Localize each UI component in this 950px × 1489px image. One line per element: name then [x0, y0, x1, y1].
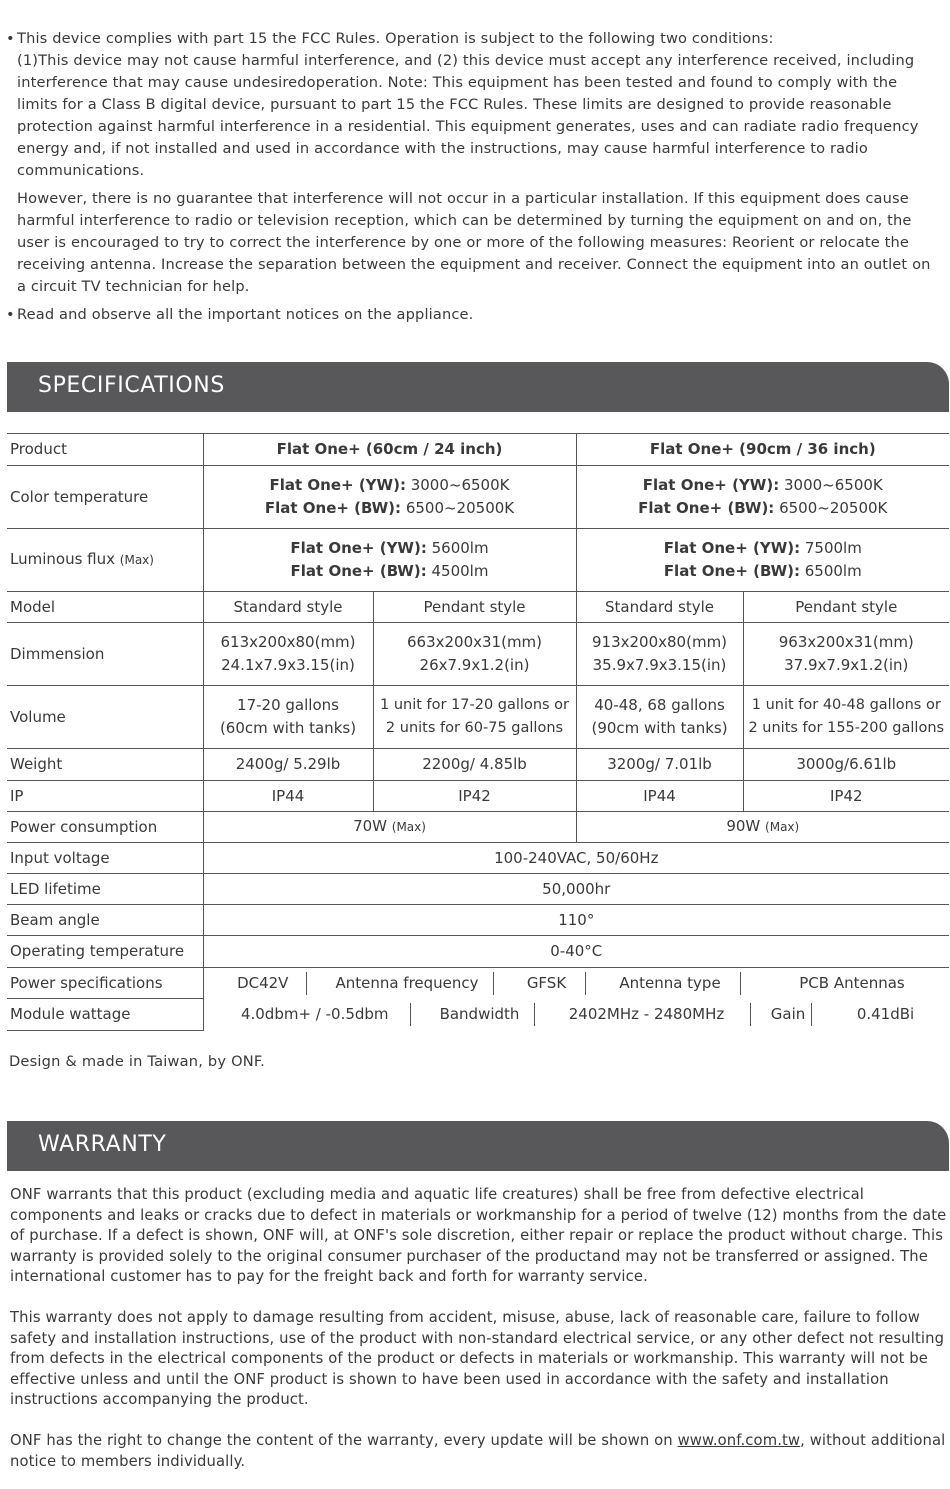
table-row: [7, 592, 949, 623]
onf-website-link[interactable]: www.onf.com.tw: [677, 1432, 801, 1449]
bullet-icon: •: [6, 306, 15, 323]
operating-temperature-value: 0-40°C: [203, 936, 949, 968]
volume-line-1: 17-20 gallons: [237, 696, 339, 714]
input-voltage-value: 100-240VAC, 50/60Hz: [203, 843, 949, 874]
specifications-table: [7, 433, 949, 1031]
ip-cell: IP42: [373, 781, 576, 812]
module-wattage-item: Gain: [751, 1003, 812, 1026]
yw-value: 3000~6500K: [405, 476, 510, 494]
luminous-flux-label: Luminous flux: [10, 550, 115, 568]
dimension-in: 37.9x7.9x1.2(in): [784, 656, 909, 674]
dimension-cell: [373, 623, 576, 686]
beam-angle-value: 110°: [203, 905, 949, 936]
dimension-mm: 613x200x80(mm): [220, 633, 356, 651]
bw-label: Flat One+ (BW):: [264, 499, 402, 517]
warranty-paragraph-1: ONF warrants that this product (excluding media and aquatic life creatures) shall be free from defective electrical components and leaks or cracks due to defect in materials or workmanship for a period of twelve (12) months from the date of purchase. If a defect is shown, ONF will, at ONF's sole discretion, either repair or replace the product without charge. This warranty is provided solely to the original consumer purchaser of the productand may not be transferred or assigned. The international customer has to pay for the freight back and forth for warranty service.: [10, 1186, 947, 1286]
bw-value: 4500lm: [426, 562, 489, 580]
power-suffix: (Max): [765, 820, 800, 834]
table-row: [7, 936, 949, 968]
volume-line-2: (90cm with tanks): [591, 719, 728, 737]
warranty-title: WARRANTY: [38, 1132, 167, 1157]
module-wattage-cell: [203, 999, 949, 1031]
model-style: Pendant style: [743, 592, 949, 623]
fcc-bullet-1-lead: This device complies with part 15 the FCC Rules. Operation is subject to the following two conditions:: [17, 30, 774, 47]
power-suffix: (Max): [391, 820, 426, 834]
bw-value: 6500lm: [799, 562, 862, 580]
specifications-header: [7, 362, 949, 412]
table-row: [7, 781, 949, 812]
row-label: Beam angle: [7, 905, 203, 936]
yw-value: 3000~6500K: [779, 476, 883, 494]
dimension-mm: 913x200x80(mm): [592, 633, 728, 651]
dimension-cell: [576, 623, 743, 686]
volume-line-1: 1 unit for 40-48 gallons or: [751, 697, 941, 713]
table-row: [7, 999, 949, 1031]
volume-line-2: 2 units for 60-75 gallons: [385, 720, 564, 736]
volume-cell: [203, 686, 373, 749]
power-spec-item: GFSK: [494, 972, 586, 995]
dimension-cell: [743, 623, 949, 686]
row-label: Color temperature: [7, 466, 203, 529]
color-temp-90: [576, 466, 949, 529]
bw-label: Flat One+ (BW):: [290, 562, 427, 580]
bw-label: Flat One+ (BW):: [638, 499, 775, 517]
fcc-bullet-2-text: Read and observe all the important notices on the appliance.: [17, 306, 474, 323]
model-style: Pendant style: [373, 592, 576, 623]
yw-label: Flat One+ (YW):: [269, 476, 406, 494]
power-spec-item: PCB Antennas: [741, 972, 950, 995]
luminous-flux-90: [576, 529, 949, 592]
volume-cell: [576, 686, 743, 749]
specifications-title: SPECIFICATIONS: [38, 373, 225, 398]
row-label: [7, 529, 203, 592]
yw-value: 7500lm: [800, 539, 862, 557]
table-row: [7, 686, 949, 749]
dimension-mm: 963x200x31(mm): [778, 633, 914, 651]
dimension-in: 26x7.9x1.2(in): [419, 656, 530, 674]
product-name-60: Flat One+ (60cm / 24 inch): [203, 434, 576, 466]
fcc-bullet-2: [6, 304, 936, 326]
dimension-in: 35.9x7.9x3.15(in): [592, 656, 727, 674]
row-label: Dimmension: [7, 623, 203, 686]
row-label: Module wattage: [7, 999, 203, 1031]
product-name-90: Flat One+ (90cm / 36 inch): [576, 434, 949, 466]
row-label: Power consumption: [7, 812, 203, 843]
power-spec-item: DC42V: [237, 973, 289, 992]
weight-cell: 2200g/ 4.85lb: [373, 749, 576, 781]
volume-line-1: 40-48, 68 gallons: [594, 696, 725, 714]
row-label: LED lifetime: [7, 874, 203, 905]
weight-cell: 3200g/ 7.01lb: [576, 749, 743, 781]
fcc-bullet-1-body: (1)This device may not cause harmful interference, and (2) this device must accept any interference received, including interference that may cause undesiredoperation. Note: This equipment has been tested and found to comply with the limits for a Class B digital device, pursuant to part 15 the FCC Rules. These limits are designed to provide reasonable protection against harmful interference in a residential. This equipment generates, uses and can radiate radio frequency energy and, if not installed and used in accordance with the instructions, may cause harmful interference to radio communications.: [17, 52, 919, 179]
power-spec-item: Antenna type: [586, 972, 741, 995]
warranty-paragraph-3: [10, 1431, 948, 1472]
table-row: [7, 812, 949, 843]
table-row: [7, 749, 949, 781]
fcc-bullet-1: [6, 28, 941, 182]
warranty-header: [7, 1121, 949, 1171]
power-consumption-90: [576, 812, 949, 843]
luminous-flux-60: [203, 529, 576, 592]
table-row: [7, 905, 949, 936]
warranty-paragraph-2: This warranty does not apply to damage resulting from accident, misuse, abuse, lack of reasonable care, failure to follow safety and installation instructions, use of the product with non-standard electrical service, or any other defect not resulting from defects in the electrical components of the product or defects in materials or workmanship. This warranty will not be effective unless and until the ONF product is shown to have been used in accordance with the safety and installation instructions accompanying the product.: [10, 1309, 945, 1409]
yw-label: Flat One+ (YW):: [642, 476, 780, 494]
power-value: 70W: [353, 817, 387, 835]
model-style: Standard style: [203, 592, 373, 623]
table-row: [7, 529, 949, 592]
table-row: [7, 843, 949, 874]
module-wattage-item: 2402MHz - 2480MHz: [535, 1003, 751, 1026]
power-value: 90W: [726, 817, 761, 835]
yw-value: 5600lm: [426, 539, 489, 557]
row-label: Power specifications: [7, 968, 203, 999]
warranty-paragraph-3-end: , without additional notice to members individually.: [10, 1432, 946, 1470]
dimension-in: 24.1x7.9x3.15(in): [221, 656, 355, 674]
ip-cell: IP42: [743, 781, 949, 812]
module-wattage-item: 0.41dBi: [812, 1003, 950, 1026]
weight-cell: 3000g/6.61lb: [743, 749, 949, 781]
led-lifetime-value: 50,000hr: [203, 874, 949, 905]
table-row: [7, 968, 949, 999]
weight-cell: 2400g/ 5.29lb: [203, 749, 373, 781]
dimension-cell: [203, 623, 373, 686]
power-specifications-cell: [203, 968, 949, 999]
volume-line-2: (60cm with tanks): [219, 719, 357, 737]
row-label: Volume: [7, 686, 203, 749]
row-label: IP: [7, 781, 203, 812]
module-wattage-item: 4.0dbm+ / -0.5dbm: [240, 1005, 389, 1023]
dimension-mm: 663x200x31(mm): [406, 633, 543, 651]
row-label: Input voltage: [7, 843, 203, 874]
ip-cell: IP44: [203, 781, 373, 812]
volume-line-1: 1 unit for 17-20 gallons or: [379, 697, 570, 713]
volume-cell: [373, 686, 576, 749]
bw-label: Flat One+ (BW):: [663, 562, 800, 580]
power-spec-item: Antenna frequency: [307, 972, 494, 995]
yw-label: Flat One+ (YW):: [290, 539, 427, 557]
power-consumption-60: [203, 812, 576, 843]
luminous-flux-suffix: (Max): [119, 553, 154, 567]
table-row: [7, 466, 949, 529]
bullet-icon: •: [6, 30, 15, 47]
table-row: [7, 434, 949, 466]
row-label: Operating temperature: [7, 936, 203, 968]
warranty-paragraph-3-start: ONF has the right to change the content of the warranty, every update will be shown on: [10, 1432, 678, 1449]
row-label: Model: [7, 592, 203, 623]
fcc-paragraph-2: However, there is no guarantee that interference will not occur in a particular installation. If this equipment does cause harmful interference to radio or television reception, which can be determined by turning the equipment on and on, the user is encouraged to try to correct the interference by one or more of the following measures: Reorient or relocate the receiving antenna. Increase the separation between the equipment and receiver. Connect the equipment into an outlet on a circuit TV technician for help.: [17, 190, 931, 295]
row-label: Weight: [7, 749, 203, 781]
color-temp-60: [203, 466, 576, 529]
design-note: Design & made in Taiwan, by ONF.: [9, 1053, 265, 1070]
module-wattage-item: Bandwidth: [411, 1003, 535, 1026]
row-label: Product: [7, 434, 203, 466]
ip-cell: IP44: [576, 781, 743, 812]
table-row: [7, 874, 949, 905]
volume-cell: [743, 686, 949, 749]
yw-label: Flat One+ (YW):: [663, 539, 801, 557]
model-style: Standard style: [576, 592, 743, 623]
bw-value: 6500~20500K: [774, 499, 888, 517]
volume-line-2: 2 units for 155-200 gallons: [748, 720, 945, 736]
table-row: [7, 623, 949, 686]
bw-value: 6500~20500K: [401, 499, 515, 517]
